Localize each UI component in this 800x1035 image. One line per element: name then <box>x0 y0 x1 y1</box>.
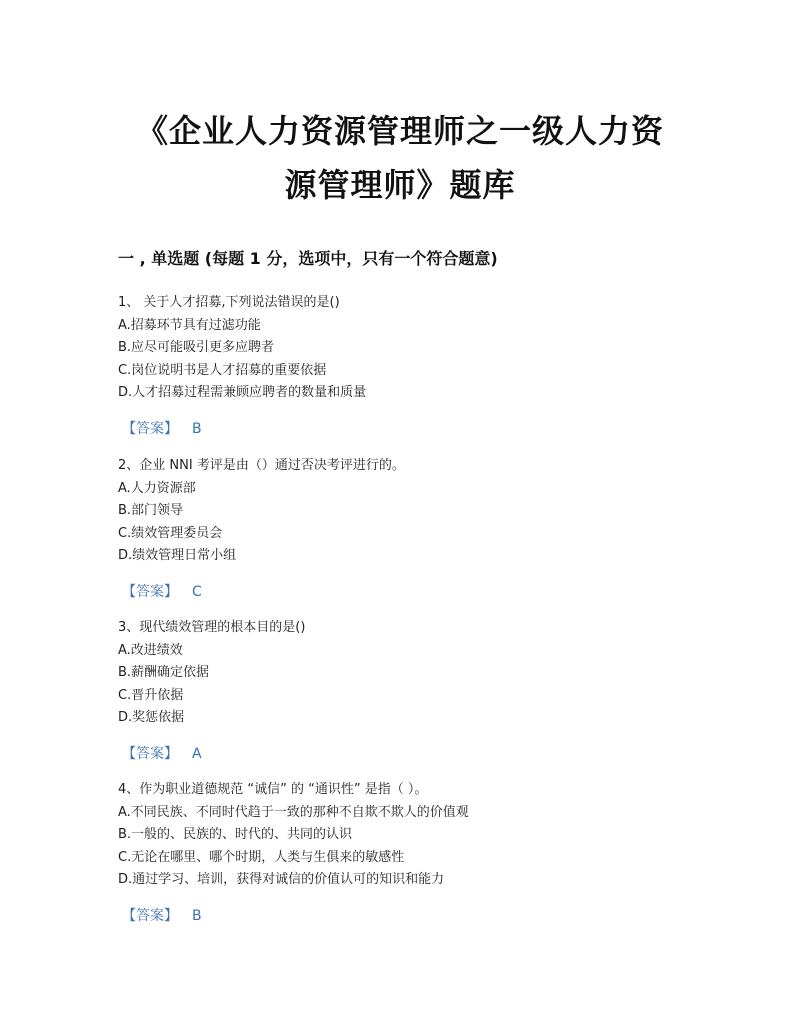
answer-row <box>118 743 718 765</box>
answer-value: A <box>192 745 202 762</box>
answer-label: 【答案】 <box>122 745 178 762</box>
option-a: A.不同民族、不同时代趋于一致的那种不自欺不欺人的价值观 <box>118 804 469 820</box>
option-d: D.人才招募过程需兼顾应聘者的数量和质量 <box>118 385 367 400</box>
answer-label: 【答案】 <box>122 420 178 437</box>
answer-value: C <box>192 583 202 600</box>
answer-row <box>118 418 718 440</box>
section-heading: 一 , 单选题 (每题 1 分，选项中，只有一个符合题意) <box>118 249 498 268</box>
option-b: B.部门领导 <box>118 503 184 518</box>
option-b: B.一般的、民族的、时代的、共同的认识 <box>118 827 353 842</box>
option-d: D.绩效管理日常小组 <box>118 548 237 563</box>
question-stem: 2、企业 NNI 考评是由（）通过否决考评进行的。 <box>118 458 405 473</box>
option-a: A.改进绩效 <box>118 642 183 658</box>
answer-value: B <box>192 907 202 924</box>
answer-value: B <box>192 420 202 437</box>
answer-row <box>118 905 718 927</box>
option-c: C.无论在哪里、哪个时期，人类与生俱来的敏感性 <box>118 849 405 865</box>
document-title-line-1: 《企业人力资源管理师之一级人力资 <box>135 112 664 150</box>
question-stem: 3、现代绩效管理的根本目的是() <box>118 620 306 635</box>
question-3 <box>118 617 718 765</box>
document-title <box>100 104 700 212</box>
question-stem: 1、 关于人才招募,下列说法错误的是() <box>118 295 340 310</box>
answer-row <box>118 581 718 603</box>
option-c: C.晋升依据 <box>118 687 184 703</box>
option-c: C.绩效管理委员会 <box>118 525 223 541</box>
option-b: B.薪酬确定依据 <box>118 665 210 680</box>
document-title-line-2: 源管理师》题库 <box>284 166 516 204</box>
question-1 <box>118 292 718 440</box>
option-a: A.招募环节具有过滤功能 <box>118 317 261 333</box>
answer-label: 【答案】 <box>122 583 178 600</box>
answer-label: 【答案】 <box>122 907 178 924</box>
option-b: B.应尽可能吸引更多应聘者 <box>118 340 275 355</box>
option-d: D.通过学习、培训，获得对诚信的价值认可的知识和能力 <box>118 872 445 887</box>
option-a: A.人力资源部 <box>118 480 196 496</box>
question-2 <box>118 455 718 603</box>
option-c: C.岗位说明书是人才招募的重要依据 <box>118 362 327 378</box>
question-4 <box>118 779 718 927</box>
option-d: D.奖惩依据 <box>118 710 185 725</box>
question-stem: 4、作为职业道德规范 “诚信” 的 “通识性” 是指（ ）。 <box>118 782 428 797</box>
